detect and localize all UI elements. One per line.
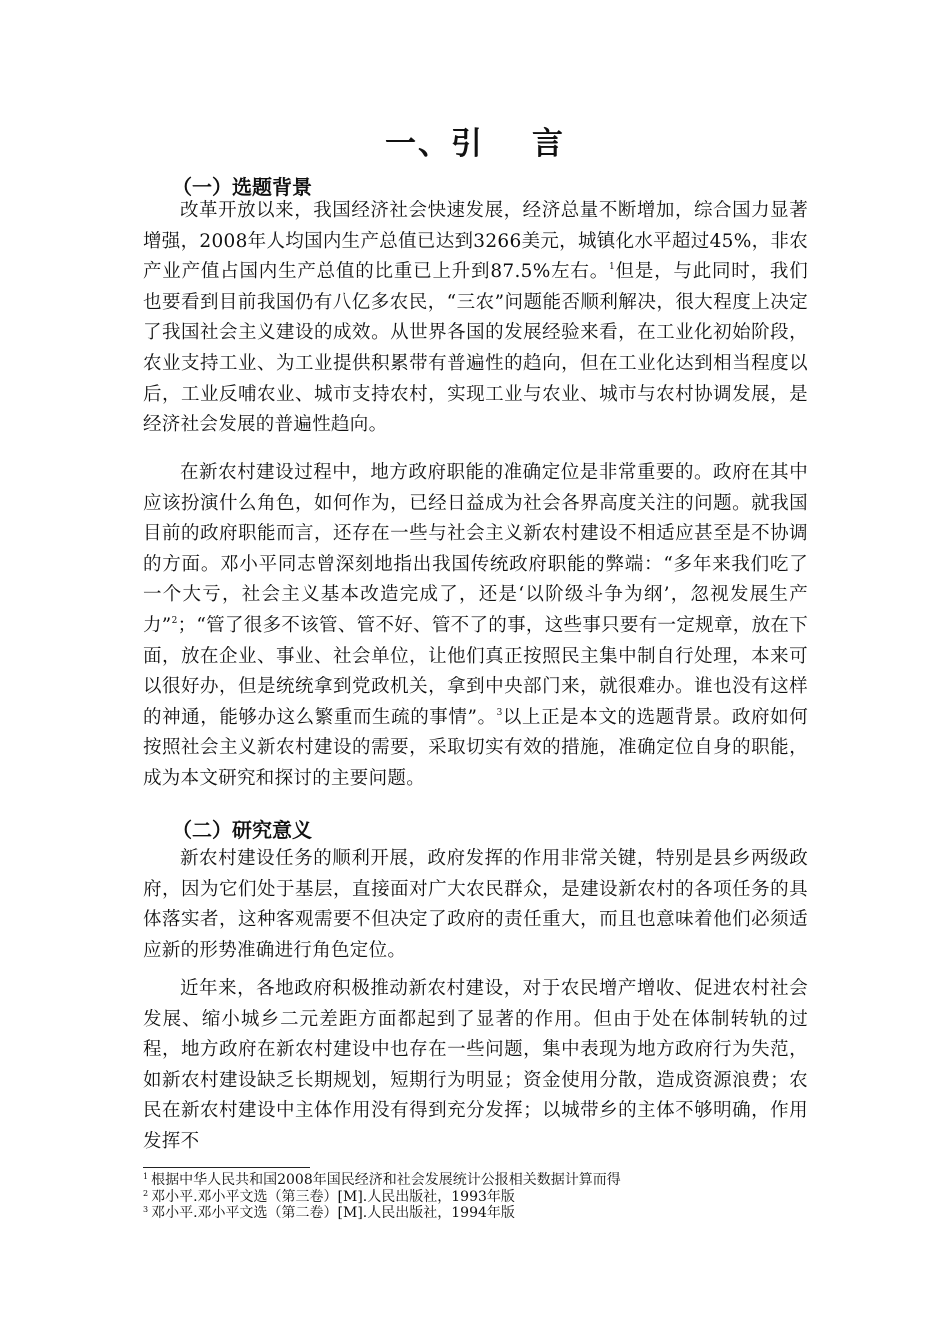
footnote-ref: 2: [171, 615, 178, 626]
footnote: [143, 1205, 808, 1222]
chapter-title-part1: 一、引: [385, 126, 484, 162]
paragraph: [143, 196, 808, 441]
paragraph: 近年来，各地政府积极推动新农村建设，对于农民增产增收、促进农村社会发展、缩小城乡二元差距方面都起到了显著的作用。但由于处在体制转轨的过程，地方政府在新农村建设中也存在一些问题，集中表现为地方政府行为失范，如新农村建设缺乏长期规划，短期行为明显；资金使用分散，造成资源浪费；农民在新农村建设中主体作用没有得到充分发挥；以城带乡的主体不够明确，作用发挥不: [143, 978, 808, 1152]
footnotes: [143, 1172, 808, 1222]
paragraph-text: 改革开放以来，我国经济社会快速发展，经济总量不断增加，综合国力显著增强，2008年人均国内生产总值已达到3266美元，城镇化水平超过45%，非农产业产值占国内生产总值的比重已上升到87.5%左右。: [143, 200, 808, 283]
footnote: [143, 1172, 808, 1189]
paragraph-text: 但是，与此同时，我们也要看到目前我国仍有八亿多农民，“三农”问题能否顺利解决，很大程度上决定了我国社会主义建设的成效。从世界各国的发展经验来看，在工业化初始阶段，农业支持工业、为工业提供积累带有普遍性的趋向，但在工业化达到相当程度以后，工业反哺农业、城市支持农村，实现工业与农业、城市与农村协调发展，是经济社会发展的普遍性趋向。: [143, 261, 808, 436]
section-heading-background: （一）选题背景: [172, 175, 312, 199]
footnote-separator: [143, 1167, 310, 1168]
footnote-ref: 3: [496, 707, 503, 718]
footnote-number: 3: [143, 1205, 149, 1214]
section-heading-significance: （二）研究意义: [172, 818, 312, 842]
footnote-text: 邓小平.邓小平文选（第二卷）[M].人民出版社，1994年版: [151, 1205, 515, 1221]
chapter-title: [0, 118, 950, 163]
footnote-text: 根据中华人民共和国2008年国民经济和社会发展统计公报相关数据计算而得: [151, 1172, 621, 1188]
chapter-title-part2: 言: [532, 126, 565, 162]
footnote: [143, 1189, 808, 1206]
paragraph-text: ；“管了很多不该管、管不好、管不了的事，这些事只要有一定规章，放在下面，放在企业、事业、社会单位，让他们真正按照民主集中制自行处理，本来可以很好办，但是统统拿到党政机关，拿到中央部门来，就很难办。谁也没有这样的神通，能够办这么繁重而生疏的事情”。: [143, 614, 808, 728]
paragraph-text: 以上正是本文的选题背景。政府如何按照社会主义新农村建设的需要，采取切实有效的措施，准确定位自身的职能，成为本文研究和探讨的主要问题。: [143, 706, 808, 789]
paragraph: [143, 458, 808, 795]
footnote-text: 邓小平.邓小平文选（第三卷）[M].人民出版社，1993年版: [151, 1188, 515, 1205]
footnote-number: 1: [143, 1172, 149, 1181]
paragraph-text: 在新农村建设过程中，地方政府职能的准确定位是非常重要的。政府在其中应该扮演什么角色，如何作为，已经日益成为社会各界高度关注的问题。就我国目前的政府职能而言，还存在一些与社会主义新农村建设不相适应甚至是不协调的方面。邓小平同志曾深刻地指出我国传统政府职能的弊端：“多年来我们吃了一个大亏，社会主义基本改造完成了，还是‘以阶级斗争为纲’，忽视发展生产力”: [143, 462, 808, 636]
paragraph: 新农村建设任务的顺利开展，政府发挥的作用非常关键，特别是县乡两级政府，因为它们处于基层，直接面对广大农民群众，是建设新农村的各项任务的具体落实者，这种客观需要不但决定了政府的责任重大，而且也意味着他们必须适应新的形势准确进行角色定位。: [143, 848, 808, 961]
footnote-ref: 1: [609, 262, 616, 273]
footnote-number: 2: [143, 1188, 149, 1198]
